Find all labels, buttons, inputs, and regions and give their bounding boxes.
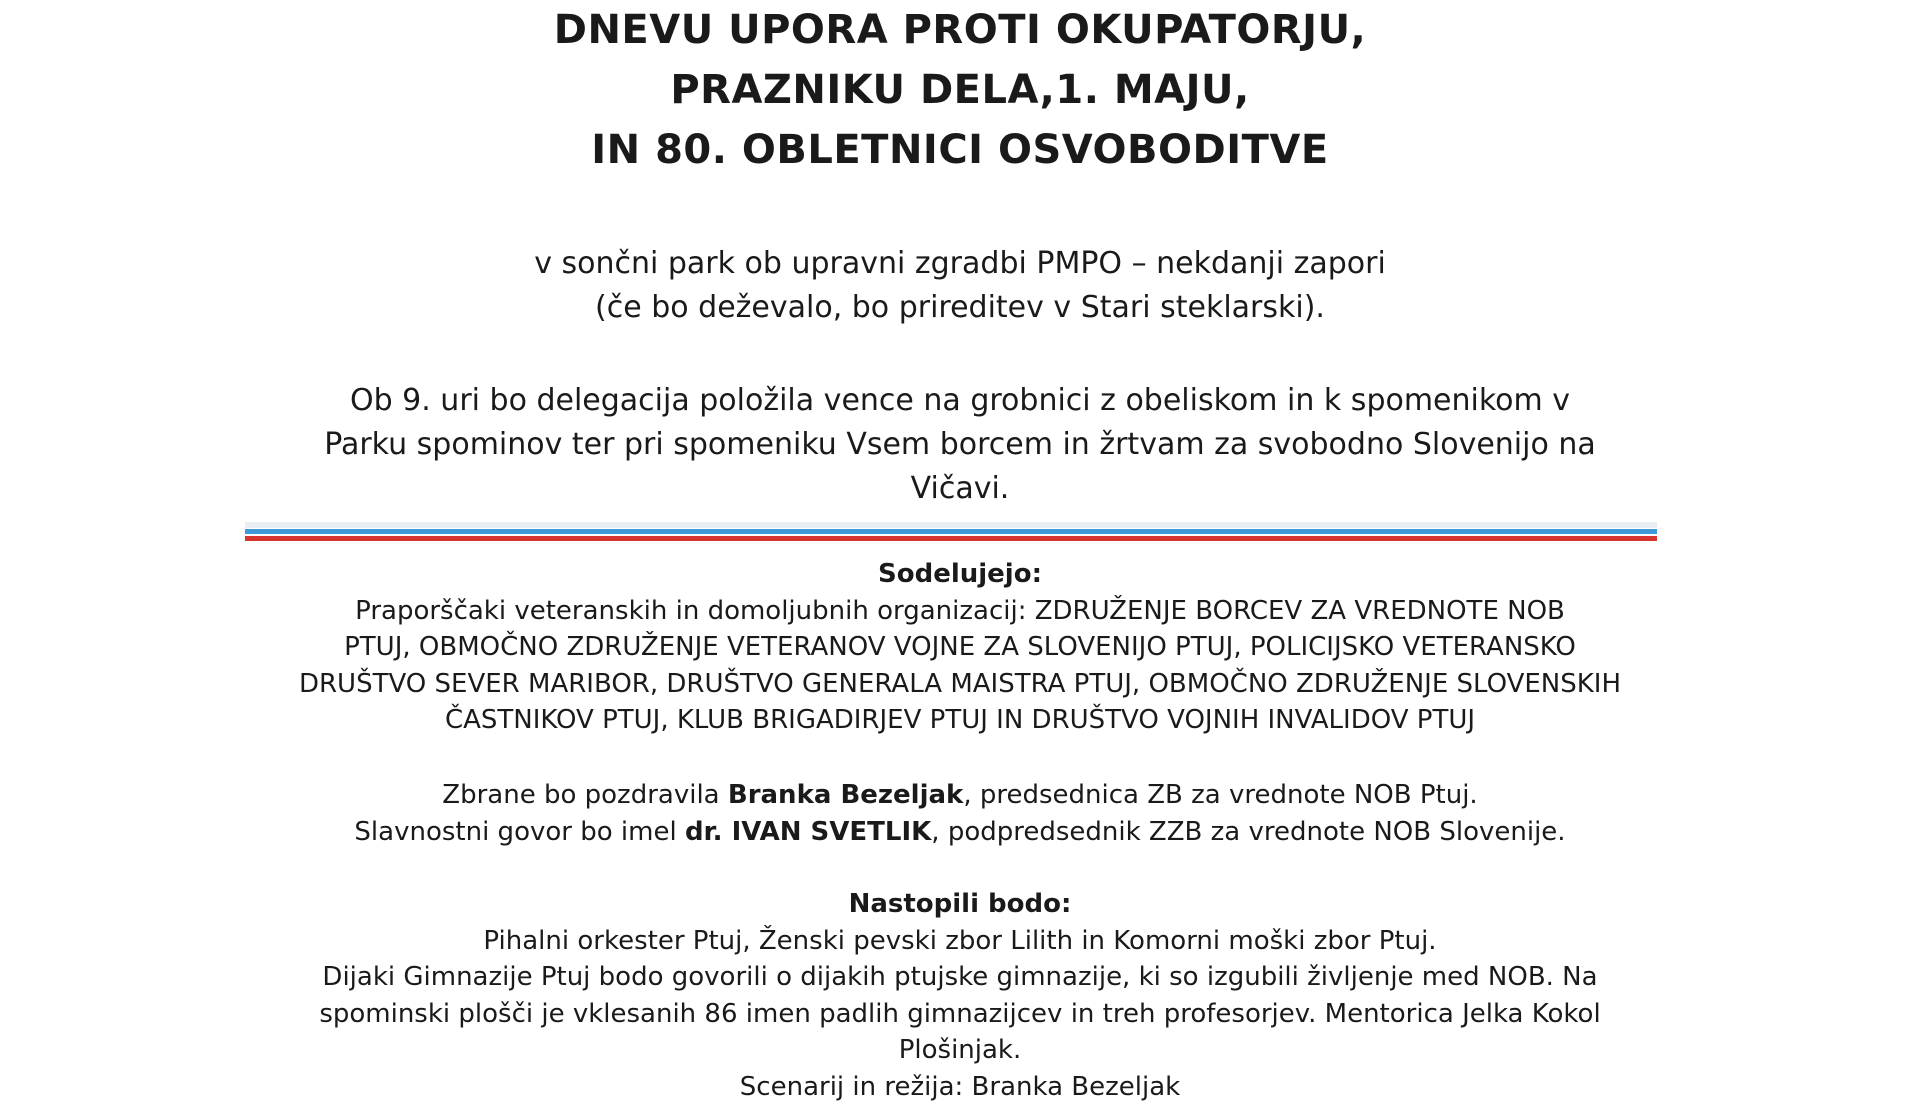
participants-section <box>0 556 1920 739</box>
participants-line-2: PTUJ, OBMOČNO ZDRUŽENJE VETERANOV VOJNE ZA SLOVENIJO PTUJ, POLICIJSKO VETERANSKO <box>0 629 1920 666</box>
wreath-line-1: Ob 9. uri bo delegacija položila vence na grobnici z obeliskom in k spomenikom v <box>0 379 1920 423</box>
wreath-laying-paragraph <box>0 379 1920 511</box>
performers-line-2: Dijaki Gimnazije Ptuj bodo govorili o dijakih ptujske gimnazije, ki so izgubili življenje med NOB. Na <box>0 959 1920 996</box>
flag-divider <box>245 522 1657 544</box>
divider-red-stripe <box>245 536 1657 541</box>
participants-line-3: DRUŠTVO SEVER MARIBOR, DRUŠTVO GENERALA MAISTRA PTUJ, OBMOČNO ZDRUŽENJE SLOVENSKIH <box>0 666 1920 703</box>
heading-line-2: PRAZNIKU DELA,1. MAJU, <box>0 60 1920 120</box>
performers-line-4: Plošinjak. <box>0 1032 1920 1069</box>
performers-line-3: spominski plošči je vklesanih 86 imen padlih gimnazijcev in treh profesorjev. Mentorica Jelka Kokol <box>0 996 1920 1033</box>
performers-line-1: Pihalni orkester Ptuj, Ženski pevski zbor Lilith in Komorni moški zbor Ptuj. <box>0 923 1920 960</box>
venue-line-2: (če bo deževalo, bo prireditev v Stari steklarski). <box>0 286 1920 330</box>
venue-line-1: v sončni park ob upravni zgradbi PMPO – nekdanji zapori <box>0 242 1920 286</box>
keynote-line <box>0 814 1920 851</box>
greeting-line <box>0 777 1920 814</box>
participants-line-4: ČASTNIKOV PTUJ, KLUB BRIGADIRJEV PTUJ IN DRUŠTVO VOJNIH INVALIDOV PTUJ <box>0 702 1920 739</box>
performers-section <box>0 886 1920 1105</box>
wreath-line-2: Parku spominov ter pri spomeniku Vsem borcem in žrtvam za svobodno Slovenijo na <box>0 423 1920 467</box>
venue-paragraph <box>0 242 1920 330</box>
heading-line-3: IN 80. OBLETNICI OSVOBODITVE <box>0 120 1920 180</box>
keynote-text-after: , podpredsednik ZZB za vrednote NOB Slovenije. <box>931 817 1565 847</box>
greeting-text-after: , predsednica ZB za vrednote NOB Ptuj. <box>963 780 1477 810</box>
event-heading <box>0 0 1920 180</box>
heading-line-1: DNEVU UPORA PROTI OKUPATORJU, <box>0 0 1920 60</box>
keynote-text-before: Slavnostni govor bo imel <box>354 817 685 847</box>
greetings-section <box>0 777 1920 850</box>
keynote-speaker-name: dr. IVAN SVETLIK <box>685 817 931 847</box>
divider-blue-stripe <box>245 529 1657 534</box>
participants-line-1: Praporščaki veteranskih in domoljubnih organizacij: ZDRUŽENJE BORCEV ZA VREDNOTE NOB <box>0 593 1920 630</box>
participants-title: Sodelujejo: <box>0 556 1920 593</box>
greeting-text-before: Zbrane bo pozdravila <box>442 780 728 810</box>
performers-title: Nastopili bodo: <box>0 886 1920 923</box>
wreath-line-3: Vičavi. <box>0 467 1920 511</box>
performers-line-5: Scenarij in režija: Branka Bezeljak <box>0 1069 1920 1105</box>
divider-white-stripe <box>245 522 1657 528</box>
greeting-speaker-name: Branka Bezeljak <box>728 780 963 810</box>
